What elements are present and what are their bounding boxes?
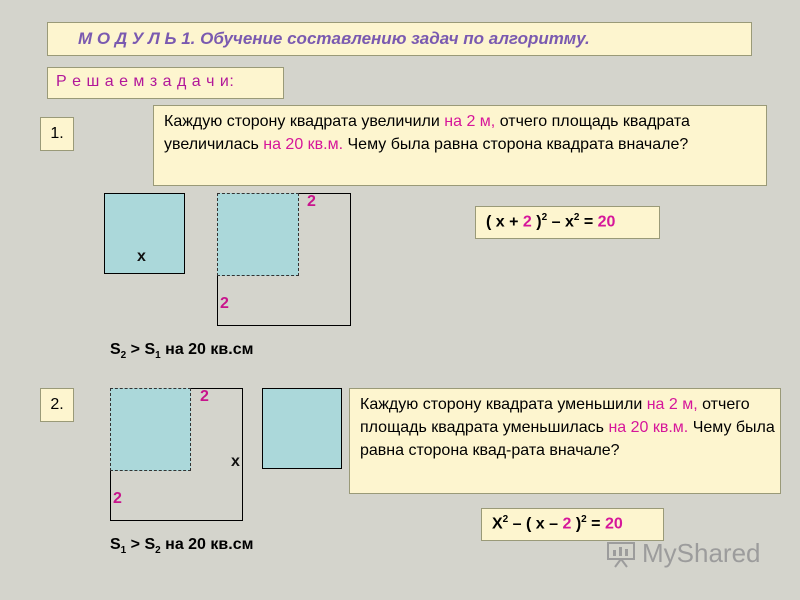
problem-1-s-sub-1: 2 [120, 350, 127, 362]
problem-1-label-x: х [137, 248, 146, 265]
problem-2-s-a: S [110, 536, 121, 553]
problem-2-text-c: Чему была равна сторона квад-рата вначале? [360, 419, 775, 459]
problem-2-highlight-1: на 2 м, [646, 396, 698, 413]
problem-2-eq-part-c: ) [571, 515, 582, 533]
problem-1-text-a: Каждую сторону квадрата увеличили [164, 113, 445, 130]
section-heading: Р е ш а е м з а д а ч и: [47, 67, 284, 99]
problem-2-eq-part-d: = [586, 515, 605, 533]
problem-1-eq-part-b: ) [531, 213, 542, 231]
module-title: М О Д У Л Ь 1. Обучение составлению задач по алгоритму. [47, 22, 752, 56]
problem-1-eq-two: 2 [522, 213, 532, 231]
problem-2-label-x: х [231, 453, 240, 470]
problem-1-highlight-1: на 2 м, [444, 113, 496, 130]
problem-2-equation [481, 508, 664, 541]
problem-1-s-a: S [110, 341, 121, 358]
problem-2-text [349, 388, 781, 494]
problem-2-text-b: отчего площадь квадрата уменьшилась [360, 396, 750, 436]
problem-2-text-a: Каждую сторону квадрата уменьшили [360, 396, 647, 413]
problem-1-s-b: > S [126, 341, 156, 358]
problem-1-text-b: отчего площадь квадрата увеличилась [164, 113, 690, 153]
problem-2-eq-two: 2 [562, 515, 572, 533]
problem-1-s-c: на 20 кв.см [160, 341, 254, 358]
problem-1-label-2-bottom: 2 [220, 295, 229, 312]
problem-2-eq-sup-2: 2 [581, 514, 587, 525]
problem-2-s-c: на 20 кв.см [160, 536, 254, 553]
problem-1-eq-value: 20 [597, 213, 616, 231]
problem-2-eq-sup-1: 2 [502, 514, 509, 525]
problem-2-number: 2. [40, 388, 74, 422]
problem-1-equation [475, 206, 660, 239]
problem-2-label-2-bottom: 2 [113, 490, 122, 507]
problem-2-result-square [262, 388, 342, 469]
problem-1-number: 1. [40, 117, 74, 151]
problem-2-s-sub-2: 2 [155, 545, 161, 557]
watermark-logo: MyShared [642, 538, 761, 568]
problem-1-eq-sup-1: 2 [541, 212, 548, 223]
problem-1-label-2-top: 2 [307, 193, 316, 210]
problem-2-label-2-top: 2 [200, 388, 209, 405]
problem-2-eq-part-a: Х [492, 515, 503, 533]
problem-2-s-sub-1: 1 [120, 545, 127, 557]
problem-1-text [153, 105, 767, 186]
problem-2-highlight-2: на 20 кв.м. [608, 419, 689, 436]
problem-2-eq-part-b: – ( х – [508, 515, 563, 533]
problem-1-text-c: Чему была равна сторона квадрата вначале? [343, 136, 689, 153]
problem-1-eq-part-d: = [579, 213, 598, 231]
problem-1-eq-part-a: ( х + [486, 213, 523, 231]
problem-1-s-sub-2: 1 [155, 350, 161, 362]
presentation-board-icon [606, 540, 638, 568]
problem-1-inner-square [217, 193, 299, 276]
problem-2-s-b: > S [126, 536, 156, 553]
problem-2-area-comparison [110, 536, 253, 556]
problem-1-eq-part-c: – х [547, 213, 574, 231]
problem-2-reduced-square [110, 388, 191, 471]
problem-2-eq-value: 20 [604, 515, 623, 533]
problem-1-area-comparison [110, 341, 253, 361]
problem-1-highlight-2: на 20 кв.м. [263, 136, 344, 153]
problem-1-eq-sup-2: 2 [573, 212, 580, 223]
